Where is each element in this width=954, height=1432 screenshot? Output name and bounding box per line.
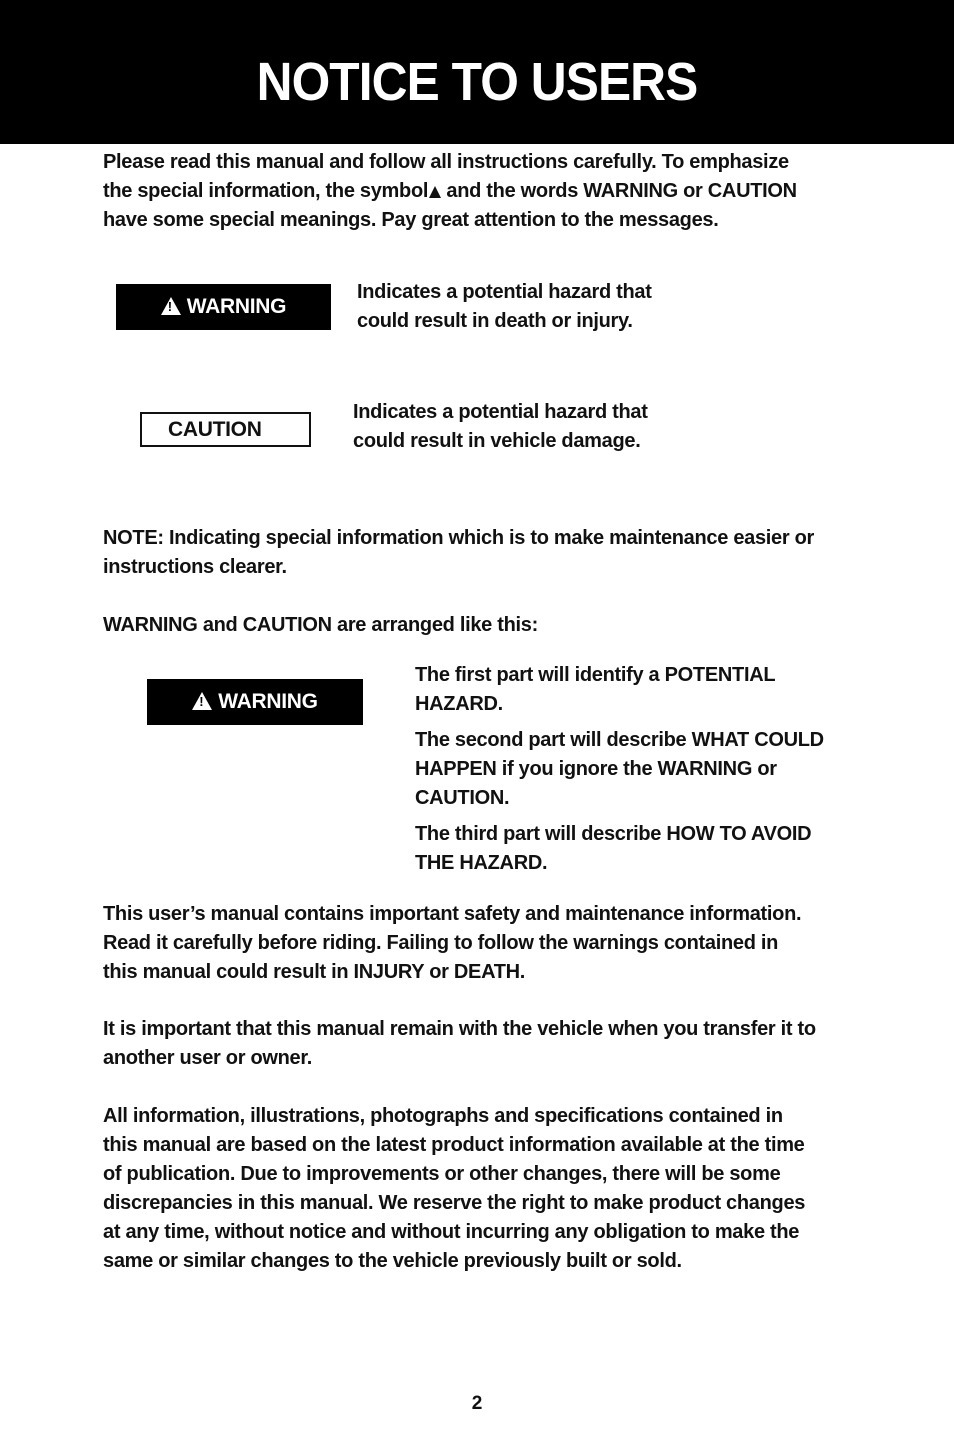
example-warning-label-box (147, 679, 363, 725)
transfer-line-1: It is important that this manual remain with the vehicle when you transfer it to (103, 1018, 816, 1040)
part-3-line-1: The third part will describe HOW TO AVOID (415, 823, 812, 845)
disclaimer-line-4: discrepancies in this manual. We reserve the right to make product changes (103, 1192, 806, 1214)
page-title: NOTICE TO USERS (256, 52, 698, 112)
note-line-2: instructions clearer. (103, 556, 287, 578)
note-paragraph (103, 524, 814, 582)
intro-line-2 (103, 177, 797, 206)
part-2-description (415, 726, 824, 813)
part-3-line-2: THE HAZARD. (415, 852, 548, 874)
intro-line-2a: the special information, the symbol (103, 180, 429, 202)
part-2-line-1: The second part will describe WHAT COULD (415, 729, 824, 751)
intro-paragraph (103, 148, 797, 235)
note-line-1: NOTE: Indicating special information which is to make maintenance easier or (103, 527, 815, 549)
disclaimer-line-2: this manual are based on the latest product information available at the time (103, 1134, 805, 1156)
safety-line-3: this manual could result in INJURY or DEATH. (103, 961, 526, 983)
warning-label-text: WARNING (186, 295, 287, 318)
disclaimer-line-5: at any time, without notice and without incurring any obligation to make the (103, 1221, 800, 1243)
intro-line-2b: and the words WARNING or CAUTION (441, 180, 797, 202)
part-1-description (415, 661, 775, 719)
page-number: 2 (471, 1393, 483, 1414)
part-2-line-2: HAPPEN if you ignore the WARNING or (415, 758, 777, 780)
safety-paragraph (103, 900, 801, 987)
disclaimer-line-3: of publication. Due to improvements or other changes, there will be some (103, 1163, 781, 1185)
safety-line-1: This user’s manual contains important safety and maintenance information. (103, 903, 802, 925)
part-2-line-3: CAUTION. (415, 787, 510, 809)
disclaimer-line-6: same or similar changes to the vehicle previously built or sold. (103, 1250, 682, 1272)
caution-desc-line-1: Indicates a potential hazard that (353, 401, 648, 423)
warning-desc-line-2: could result in death or injury. (357, 310, 633, 332)
disclaimer-line-1: All information, illustrations, photographs and specifications contained in (103, 1105, 783, 1127)
disclaimer-paragraph (103, 1102, 805, 1276)
part-1-line-2: HAZARD. (415, 693, 503, 715)
warning-triangle-icon (429, 186, 441, 198)
safety-line-2: Read it carefully before riding. Failing to follow the warnings contained in (103, 932, 779, 954)
intro-line-3: have some special meanings. Pay great attention to the messages. (103, 209, 719, 231)
arranged-heading: WARNING and CAUTION are arranged like this: (103, 614, 538, 636)
warning-label-box (116, 284, 331, 330)
warning-triangle-icon (192, 692, 212, 710)
part-3-description (415, 820, 811, 878)
warning-triangle-icon (161, 297, 181, 315)
transfer-line-2: another user or owner. (103, 1047, 313, 1069)
transfer-paragraph (103, 1015, 816, 1073)
caution-label-text: CAUTION (168, 418, 262, 441)
caution-desc-line-2: could result in vehicle damage. (353, 430, 641, 452)
caution-description (353, 398, 648, 456)
warning-desc-line-1: Indicates a potential hazard that (357, 281, 652, 303)
example-warning-label-text: WARNING (218, 690, 318, 713)
intro-line-1: Please read this manual and follow all instructions carefully. To emphasize (103, 151, 789, 173)
part-1-line-1: The first part will identify a POTENTIAL (415, 664, 776, 686)
caution-label-box (140, 412, 311, 447)
warning-description (357, 278, 652, 336)
